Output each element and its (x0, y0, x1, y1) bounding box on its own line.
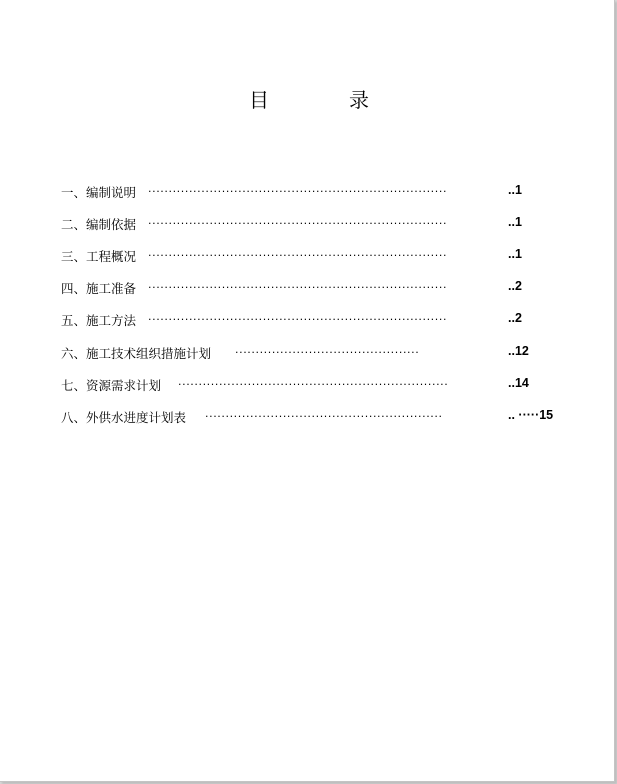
toc-entry-page: .. ·····15 (508, 408, 554, 422)
toc-entry[interactable] (0, 279, 614, 299)
toc-title-char-2: 录 (349, 88, 369, 112)
toc-title (0, 84, 614, 110)
toc-entry[interactable] (0, 344, 614, 364)
toc-entry-leader: ·································································· (178, 378, 449, 391)
toc-entry-leader: ········································································· (148, 281, 448, 294)
toc-entry-label: 二、编制依据 (61, 217, 137, 232)
toc-entry-page: ..2 (508, 279, 522, 293)
toc-entry[interactable] (0, 215, 614, 235)
toc-entry-leader: ········································································· (148, 313, 448, 326)
toc-entry-page: ..1 (508, 247, 522, 261)
toc-entry-page: ..14 (508, 376, 529, 390)
toc-entry-leader: ············································· (235, 346, 420, 359)
toc-entry[interactable] (0, 408, 614, 428)
toc-entry-leader: ········································································· (148, 217, 448, 230)
toc-entry-label: 一、编制说明 (61, 185, 137, 200)
toc-entry[interactable] (0, 183, 614, 203)
toc-entry[interactable] (0, 247, 614, 267)
toc-entry[interactable] (0, 376, 614, 396)
toc-entry-page: ..1 (508, 183, 522, 197)
toc-entry-label: 八、外供水进度计划表 (61, 410, 187, 425)
toc-entry-page: ..2 (508, 311, 522, 325)
toc-entry-label: 五、施工方法 (61, 313, 137, 328)
toc-entry-leader: ········································································· (148, 249, 448, 262)
toc-entry-leader: ·························································· (205, 410, 443, 423)
toc-entry-label: 四、施工准备 (61, 281, 137, 296)
toc-entry-label: 七、资源需求计划 (61, 378, 162, 393)
toc-entry-label: 六、施工技术组织措施计划 (61, 346, 212, 361)
toc-entry-page: ..1 (508, 215, 522, 229)
toc-title-char-1: 目 (249, 88, 269, 112)
toc-entry-page: ..12 (508, 344, 529, 358)
toc-entry[interactable] (0, 311, 614, 331)
toc-entry-label: 三、工程概况 (61, 249, 137, 264)
toc-entry-leader: ········································································· (148, 185, 448, 198)
